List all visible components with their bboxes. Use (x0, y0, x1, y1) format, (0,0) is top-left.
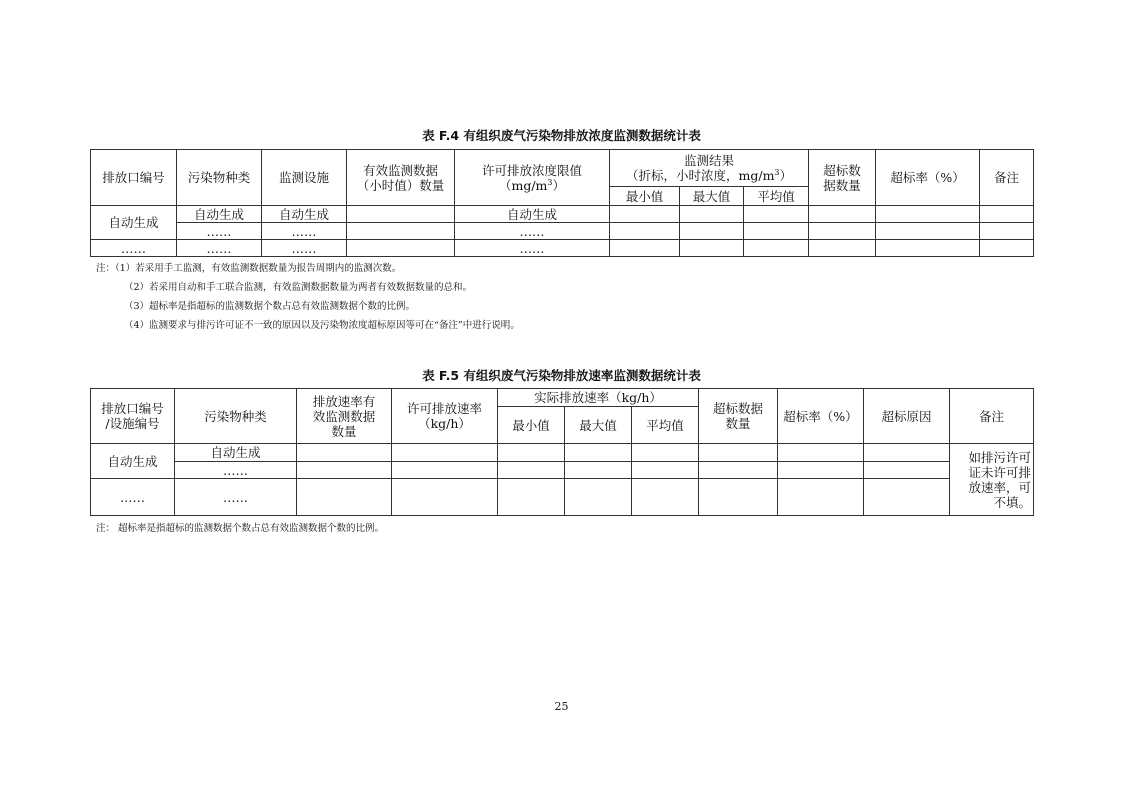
cell-empty (347, 206, 455, 223)
header-valid-count-line2: （小时值）数量 (356, 177, 445, 193)
remark-line4: 不填。 (993, 494, 1031, 510)
cell-empty (347, 240, 455, 257)
header-permit-line1: 许可排放速率 (406, 401, 482, 416)
table-f5-notes (96, 519, 384, 538)
header-limit-unit-b: ） (552, 177, 566, 193)
cell-empty (744, 206, 809, 223)
cell-empty (876, 206, 980, 223)
cell-empty (809, 240, 876, 257)
cell-facility-ellipsis: …… (262, 223, 347, 240)
header-valid-line1: 排放速率有 (312, 393, 376, 409)
cell-outlet-auto: 自动生成 (91, 206, 177, 240)
cell-empty (876, 223, 980, 240)
cell-empty (680, 240, 744, 257)
cell-empty (610, 206, 680, 223)
header-remark: 备注 (950, 389, 1034, 444)
header-outlet-no: 排放口编号 (91, 150, 177, 206)
cell-pollutant-ellipsis: …… (175, 462, 297, 479)
cell-pollutant-ellipsis: …… (177, 240, 262, 257)
cell-empty (876, 240, 980, 257)
header-outlet (91, 389, 175, 444)
cell-empty (744, 223, 809, 240)
cell-limit-ellipsis: …… (455, 223, 610, 240)
cell-limit-auto: 自动生成 (455, 206, 610, 223)
header-max: 最大值 (680, 187, 744, 206)
cell-empty (809, 206, 876, 223)
cell-empty (498, 444, 565, 462)
header-min: 最小值 (498, 407, 565, 444)
header-exceed-count (699, 389, 778, 444)
cell-outlet-ellipsis: …… (91, 479, 175, 516)
page-number: 25 (554, 700, 569, 713)
header-valid-rate-count (297, 389, 392, 444)
header-exceed-count-line2: 数量 (725, 416, 751, 431)
cell-empty (778, 462, 864, 479)
table-f4 (90, 149, 1034, 257)
cell-empty (297, 462, 392, 479)
cell-empty (392, 444, 498, 462)
header-result-unit-b: ） (779, 168, 793, 183)
cell-pollutant-auto: 自动生成 (177, 206, 262, 223)
header-limit-unit-sup: 3 (547, 177, 553, 187)
cell-empty (680, 206, 744, 223)
header-pollutant: 污染物种类 (177, 150, 262, 206)
table-f5 (90, 388, 1034, 516)
cell-empty (565, 462, 632, 479)
header-result (610, 150, 809, 187)
header-limit-unit-a: （mg/m (498, 177, 548, 193)
note-2: （2）若采用自动和手工联合监测，有效监测数据数量为两者有效数据数量的总和。 (124, 282, 473, 293)
cell-empty (565, 479, 632, 516)
note-f5: 注： 超标率是指超标的监测数据个数占总有效监测数据个数的比例。 (96, 523, 385, 534)
header-valid-count-line1: 有效监测数据 (362, 162, 438, 178)
header-valid-line3: 数量 (331, 423, 357, 439)
header-exceed-count-line1: 超标数据 (712, 401, 763, 416)
cell-pollutant-auto: 自动生成 (175, 444, 297, 462)
table-f4-caption: 表 F.4 有组织废气污染物排放浓度监测数据统计表 (422, 128, 701, 143)
note-1: 注：（1）若采用手工监测，有效监测数据数量为报告周期内的监测次数。 (96, 263, 402, 274)
header-outlet-line1: 排放口编号 (101, 401, 164, 416)
header-limit (455, 150, 610, 206)
cell-empty (498, 479, 565, 516)
cell-empty (980, 223, 1034, 240)
header-max: 最大值 (565, 407, 632, 444)
header-remark: 备注 (980, 150, 1034, 206)
cell-empty (632, 479, 699, 516)
cell-empty (632, 444, 699, 462)
remark-line1: 如排污许可 (968, 449, 1031, 465)
cell-empty (778, 444, 864, 462)
header-exceed-count-line2: 据数量 (823, 177, 861, 193)
header-limit-line1: 许可排放浓度限值 (481, 162, 582, 178)
cell-empty (498, 462, 565, 479)
cell-facility-ellipsis: …… (262, 240, 347, 257)
header-min: 最小值 (610, 187, 680, 206)
cell-outlet-ellipsis: …… (91, 240, 177, 257)
cell-remark-note (950, 444, 1034, 516)
header-facility: 监测设施 (262, 150, 347, 206)
header-exceed-count-line1: 超标数 (823, 162, 861, 178)
header-exceed-count (809, 150, 876, 206)
header-exceed-rate: 超标率（%） (876, 150, 980, 206)
header-exceed-rate: 超标率（%） (778, 389, 864, 444)
header-limit-line2 (457, 178, 607, 193)
cell-facility-auto: 自动生成 (262, 206, 347, 223)
table-f5-caption: 表 F.5 有组织废气污染物排放速率监测数据统计表 (422, 368, 701, 383)
header-result-unit-a: （折标，小时浓度，mg/m (626, 168, 775, 183)
note-4: （4）监测要求与排污许可证不一致的原因以及污染物浓度超标原因等可在“备注”中进行说明。 (124, 320, 520, 331)
header-avg: 平均值 (632, 407, 699, 444)
header-valid-count (347, 150, 455, 206)
header-result-line2 (612, 168, 806, 183)
cell-outlet-auto: 自动生成 (91, 444, 175, 479)
header-result-unit-sup: 3 (774, 167, 780, 177)
cell-empty (610, 223, 680, 240)
cell-empty (980, 240, 1034, 257)
header-permit-line2: （kg/h） (418, 416, 471, 431)
cell-empty (680, 223, 744, 240)
header-outlet-line2: /设施编号 (105, 416, 160, 431)
remark-line3: 放速率，可 (968, 479, 1031, 495)
cell-empty (297, 444, 392, 462)
cell-empty (699, 444, 778, 462)
cell-empty (744, 240, 809, 257)
header-exceed-reason: 超标原因 (864, 389, 950, 444)
header-actual-rate: 实际排放速率（kg/h） (498, 389, 699, 407)
note-3: （3）超标率是指超标的监测数据个数占总有效监测数据个数的比例。 (124, 301, 416, 312)
cell-pollutant-ellipsis: …… (177, 223, 262, 240)
cell-empty (809, 223, 876, 240)
header-pollutant: 污染物种类 (175, 389, 297, 444)
table-f4-notes (96, 259, 520, 335)
cell-empty (392, 462, 498, 479)
cell-empty (980, 206, 1034, 223)
cell-empty (864, 462, 950, 479)
cell-empty (610, 240, 680, 257)
cell-empty (778, 479, 864, 516)
cell-empty (632, 462, 699, 479)
header-avg: 平均值 (744, 187, 809, 206)
header-result-line1: 监测结果 (684, 153, 735, 168)
cell-empty (297, 479, 392, 516)
cell-empty (864, 444, 950, 462)
cell-empty (347, 223, 455, 240)
cell-limit-ellipsis: …… (455, 240, 610, 257)
cell-empty (699, 462, 778, 479)
cell-pollutant-ellipsis: …… (175, 479, 297, 516)
remark-line2: 证未许可排 (968, 464, 1031, 480)
cell-empty (699, 479, 778, 516)
cell-empty (864, 479, 950, 516)
cell-empty (392, 479, 498, 516)
header-valid-line2: 效监测数据 (312, 408, 376, 424)
cell-empty (565, 444, 632, 462)
header-permit-rate (392, 389, 498, 444)
